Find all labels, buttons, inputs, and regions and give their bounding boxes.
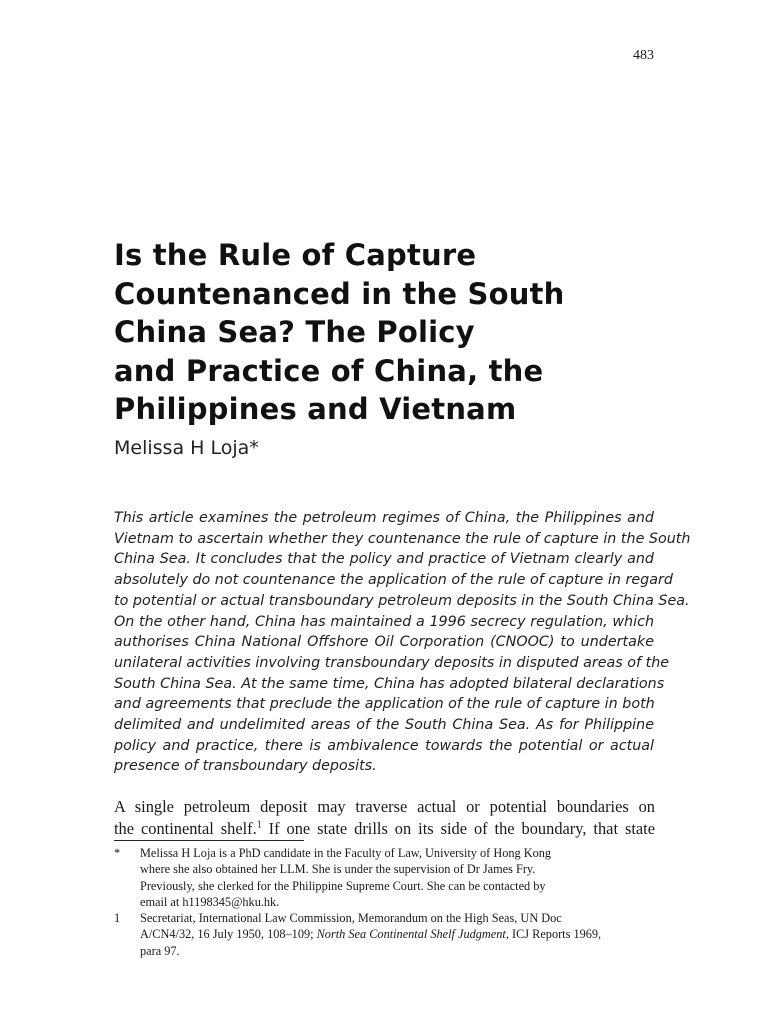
footnotes xyxy=(114,845,659,959)
abstract-line: to potential or actual transboundary petroleum deposits in the South China Sea. xyxy=(114,592,690,609)
title-line: Is the Rule of Capture xyxy=(114,238,477,272)
body-paragraph xyxy=(114,796,655,839)
footnote-line xyxy=(140,926,601,942)
footnote-fragment: , ICJ Reports 1969, xyxy=(505,927,602,942)
page-number: 483 xyxy=(633,48,654,63)
footnote-text xyxy=(140,845,551,910)
title-line: China Sea? The Policy xyxy=(114,315,475,349)
abstract-line: unilateral activities involving transboundary deposits in disputed areas of the xyxy=(114,654,670,671)
footnote-line: Secretariat, International Law Commission, Memorandum on the High Seas, UN Doc xyxy=(140,911,562,926)
abstract-line: absolutely do not countenance the application of the rule of capture in regard xyxy=(114,572,673,589)
abstract-line: presence of transboundary deposits. xyxy=(114,758,377,775)
abstract-line: This article examines the petroleum regimes of China, the Philippines and xyxy=(114,510,654,526)
abstract-line: On the other hand, China has maintained a 1996 secrecy regulation, which xyxy=(114,613,654,630)
body-line xyxy=(114,818,655,840)
abstract-line: authorises China National Offshore Oil Corporation (CNOOC) to undertake xyxy=(114,634,654,651)
body-text-fragment: If one state drills on its side of the boundary, that state xyxy=(261,818,655,838)
footnote-marker: * xyxy=(114,846,121,860)
abstract-line: China Sea. It concludes that the policy and practice of Vietnam clearly and xyxy=(114,551,654,568)
footnote-marker: 1 xyxy=(114,911,121,926)
footnote-line: Melissa H Loja is a PhD candidate in the Faculty of Law, University of Hong Kong xyxy=(140,846,552,860)
footnote-line: para 97. xyxy=(140,943,180,958)
title-line: Philippines and Vietnam xyxy=(114,392,517,426)
footnote-fragment: A/CN4/32, 16 July 1950, 108–109; xyxy=(140,927,317,942)
article-title xyxy=(114,236,674,429)
abstract-line: delimited and undelimited areas of the South China Sea. As for Philippine xyxy=(114,717,654,734)
author-name: Melissa H Loja* xyxy=(114,437,259,459)
title-line: and Practice of China, the xyxy=(114,353,544,388)
abstract-line: South China Sea. At the same time, China has adopted bilateral declarations xyxy=(114,675,665,692)
abstract-line: and agreements that preclude the application of the rule of capture in both xyxy=(114,696,655,713)
footnote-1 xyxy=(114,910,659,959)
footnote-divider xyxy=(114,840,304,841)
footnote-author xyxy=(114,845,659,910)
abstract-line: Vietnam to ascertain whether they countenance the rule of capture in the South xyxy=(114,530,691,547)
body-line: A single petroleum deposit may traverse actual or potential boundaries on xyxy=(114,797,655,816)
footnote-line: where she also obtained her LLM. She is under the supervision of Dr James Fry. xyxy=(140,862,536,877)
body-text-fragment: the continental shelf. xyxy=(114,818,257,838)
abstract xyxy=(114,508,691,777)
footnote-text xyxy=(140,910,601,959)
footnote-line: email at h1198345@hku.hk. xyxy=(140,894,280,909)
case-citation: North Sea Continental Shelf Judgment xyxy=(316,927,506,942)
footnote-reference[interactable]: 1 xyxy=(256,819,262,831)
footnote-line: Previously, she clerked for the Philippine Supreme Court. She can be contacted by xyxy=(140,878,546,893)
title-line: Countenanced in the South xyxy=(114,276,565,311)
abstract-line: policy and practice, there is ambivalence towards the potential or actual xyxy=(114,737,654,754)
